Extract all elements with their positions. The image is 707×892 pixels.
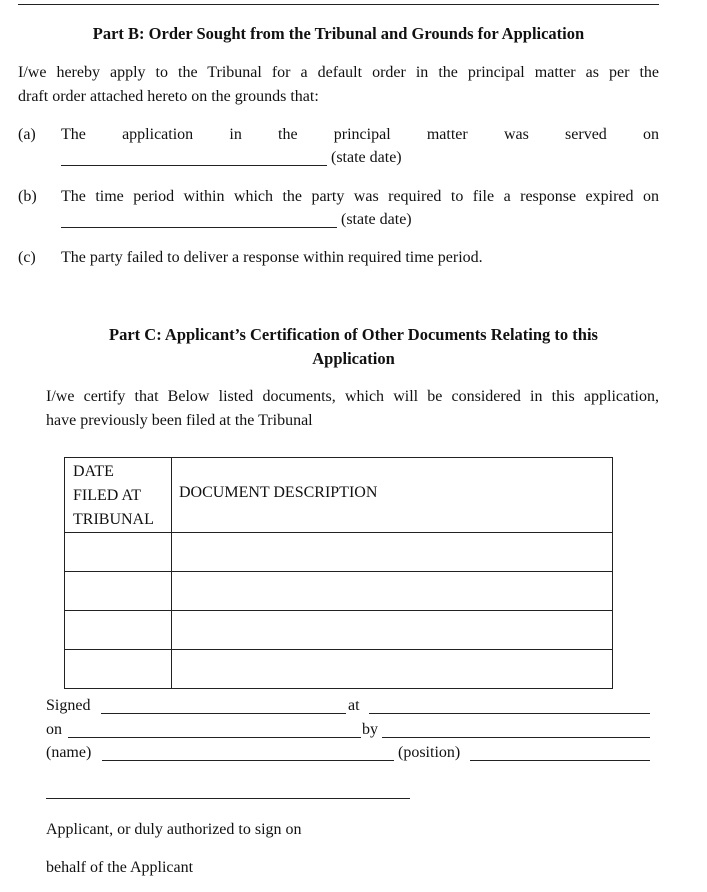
item-b-suffix: (state date) (341, 211, 412, 228)
table-row (65, 572, 613, 611)
item-a-word: The (61, 126, 86, 143)
footer-line1: Applicant, or duly authorized to sign on (46, 821, 302, 838)
item-a-word: matter (426, 126, 468, 143)
by-blank[interactable] (382, 737, 650, 738)
date-filed-header-line: TRIBUNAL (73, 511, 154, 528)
name-label: (name) (46, 744, 92, 761)
part-b-intro-line1: I/we hereby apply to the Tribunal for a default order in the principal matter as per the (18, 64, 659, 81)
item-a-word: principal (333, 126, 391, 143)
name-blank[interactable] (102, 760, 394, 761)
item-a-label: (a) (18, 126, 36, 143)
table-header-row (65, 458, 613, 533)
item-a-line1 (61, 123, 659, 147)
date-filed-header (65, 458, 172, 533)
item-b-text: The time period within which the party was required to file a response expired on (61, 188, 659, 205)
signed-label: Signed (46, 697, 91, 714)
date-filed-header-line: FILED AT (73, 487, 141, 504)
position-blank[interactable] (470, 760, 650, 761)
signed-blank[interactable] (101, 713, 346, 714)
document-description-header-text: DOCUMENT DESCRIPTION (179, 484, 378, 501)
part-c-heading-line2: Application (312, 349, 395, 368)
part-c-intro-line1: I/we certify that Below listed documents, which will be considered in this application, (46, 388, 659, 405)
date-cell[interactable] (65, 572, 172, 611)
description-cell[interactable] (172, 611, 613, 650)
item-a-word: served (565, 126, 607, 143)
part-b-heading: Part B: Order Sought from the Tribunal and Grounds for Application (92, 24, 585, 43)
date-cell[interactable] (65, 650, 172, 689)
date-cell[interactable] (65, 611, 172, 650)
description-cell[interactable] (172, 650, 613, 689)
description-cell[interactable] (172, 572, 613, 611)
item-a-word: the (278, 126, 298, 143)
description-cell[interactable] (172, 533, 613, 572)
item-a-suffix: (state date) (331, 149, 402, 166)
item-a-word: in (229, 126, 242, 143)
footer-line2: behalf of the Applicant (46, 859, 194, 876)
part-c-intro-line2: have previously been filed at the Tribunal (46, 412, 313, 429)
item-a-word: was (503, 126, 529, 143)
position-label: (position) (398, 744, 461, 761)
by-label: by (362, 721, 378, 738)
on-blank[interactable] (68, 737, 361, 738)
table-row (65, 611, 613, 650)
at-blank[interactable] (369, 713, 650, 714)
item-b-label: (b) (18, 188, 37, 205)
item-b-date-blank[interactable] (61, 227, 337, 228)
item-c-label: (c) (18, 249, 36, 266)
at-label: at (348, 697, 360, 714)
item-a-word: on (643, 126, 659, 143)
document-description-header (172, 458, 613, 533)
documents-table (64, 457, 613, 689)
on-label: on (46, 721, 62, 738)
date-filed-header-line: DATE (73, 463, 114, 480)
applicant-signature-blank[interactable] (46, 798, 410, 799)
date-cell[interactable] (65, 533, 172, 572)
part-c-heading-line1: Part C: Applicant’s Certification of Other Documents Relating to this (109, 325, 598, 344)
item-a-word: application (122, 126, 194, 143)
table-row (65, 533, 613, 572)
top-rule (18, 4, 659, 5)
part-b-intro-line2: draft order attached hereto on the grounds that: (18, 88, 319, 105)
table-row (65, 650, 613, 689)
item-c-text: The party failed to deliver a response within required time period. (61, 249, 483, 266)
item-a-date-blank[interactable] (61, 165, 327, 166)
